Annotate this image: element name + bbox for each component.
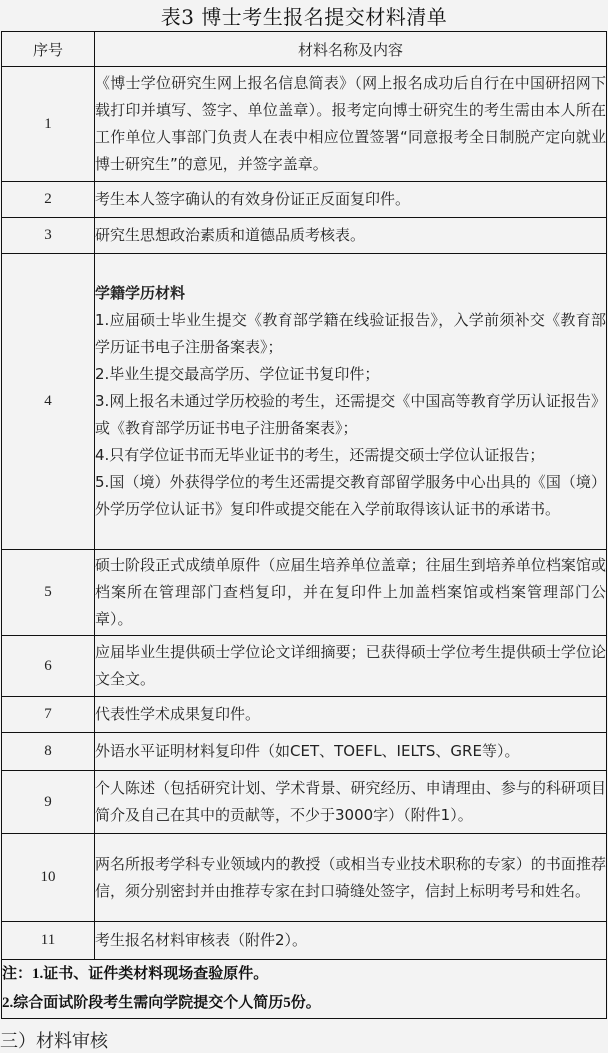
row-text: 5.国（境）外获得学位的考生还需提交教育部留学服务中心出具的《国（境）外学历学位认证书》复印件或提交能在入学前取得该认证书的承诺书。 — [95, 473, 606, 518]
materials-table — [1, 31, 607, 1019]
row-text: 硕士阶段正式成绩单原件（应届生培养单位盖章；往届生到培养单位档案馆或档案所在管理部门查档复印，并在复印件上加盖档案馆或档案管理部门公章）。 — [95, 556, 606, 628]
row-content — [95, 834, 607, 922]
row-number: 1 — [2, 67, 95, 182]
note-2: 2.综合面试阶段考生需向学院提交个人简历5份。 — [2, 995, 321, 1011]
row-content — [95, 636, 607, 697]
row-number: 9 — [2, 771, 95, 834]
row-content — [95, 550, 607, 636]
table-row — [2, 550, 607, 636]
row-content — [95, 733, 607, 771]
row-text: 外语水平证明材料复印件（如CET、TOEFL、IELTS、GRE等）。 — [95, 742, 520, 760]
row-text: 考生本人签字确认的有效身份证正反面复印件。 — [95, 190, 411, 208]
table-row — [2, 67, 607, 182]
row-text: 个人陈述（包括研究计划、学术背景、研究经历、申请理由、参与的科研项目简介及自己在其中的贡献等，不少于3000字）（附件1）。 — [95, 779, 606, 824]
row-text: 研究生思想政治素质和道德品质考核表。 — [95, 226, 366, 244]
table-row — [2, 834, 607, 922]
row-text: 3.网上报名未通过学历校验的考生，还需提交《中国高等教育学历认证报告》或《教育部学历证书电子注册备案表》； — [95, 392, 606, 437]
table-title: 表3 博士考生报名提交材料清单 — [160, 5, 448, 29]
row-content — [95, 67, 607, 182]
table-header-row — [2, 32, 607, 67]
row-content — [95, 182, 607, 218]
row-text: 2.毕业生提交最高学历、学位证书复印件； — [95, 365, 380, 383]
note-1: 注：1.证书、证件类材料现场查验原件。 — [2, 966, 269, 982]
row-heading: 学籍学历材料 — [95, 284, 186, 302]
row-content — [95, 922, 607, 960]
notes-row — [2, 960, 607, 1019]
row-text: 4.只有学位证书而无毕业证书的考生，还需提交硕士学位认证报告； — [95, 446, 545, 464]
table-row — [2, 636, 607, 697]
row-text: 两名所报考学科专业领域内的教授（或相当专业技术职称的专家）的书面推荐信，须分别密封并由推荐专家在封口骑缝处签字，信封上标明考号和姓名。 — [95, 854, 606, 900]
header-content: 材料名称及内容 — [95, 32, 607, 67]
row-content — [95, 254, 607, 550]
row-content — [95, 218, 607, 254]
next-section-heading-cutoff: 三）材料审核 — [0, 1031, 108, 1052]
row-number: 4 — [2, 254, 95, 550]
row-content — [95, 697, 607, 733]
table-row — [2, 697, 607, 733]
row-number: 7 — [2, 697, 95, 733]
table-row — [2, 182, 607, 218]
row-text: 1.应届硕士毕业生提交《教育部学籍在线验证报告》，入学前须补交《教育部学历证书电子注册备案表》； — [95, 311, 606, 356]
row-text: 代表性学术成果复印件。 — [95, 705, 261, 723]
row-number: 10 — [2, 834, 95, 922]
table-row — [2, 733, 607, 771]
row-number: 5 — [2, 550, 95, 636]
row-number: 6 — [2, 636, 95, 697]
table-body — [2, 67, 607, 1019]
table-row — [2, 771, 607, 834]
row-text: 《博士学位研究生网上报名信息简表》（网上报名成功后自行在中国研招网下载打印并填写、签字、单位盖章）。报考定向博士研究生的考生需由本人所在工作单位人事部门负责人在表中相应位置签署“同意报考全日制脱产定向就业博士研究生”的意见，并签字盖章。 — [95, 74, 606, 173]
row-text: 应届毕业生提供硕士学位论文详细摘要；已获得硕士学位考生提供硕士学位论文全文。 — [95, 643, 606, 688]
row-number: 8 — [2, 733, 95, 771]
header-no: 序号 — [2, 32, 95, 67]
table-row — [2, 218, 607, 254]
row-number: 2 — [2, 182, 95, 218]
row-number: 11 — [2, 922, 95, 960]
table-row — [2, 254, 607, 550]
row-text: 考生报名材料审核表（附件2）。 — [95, 931, 308, 949]
table-row — [2, 922, 607, 960]
row-number: 3 — [2, 218, 95, 254]
notes-cell — [2, 960, 607, 1019]
row-content — [95, 771, 607, 834]
